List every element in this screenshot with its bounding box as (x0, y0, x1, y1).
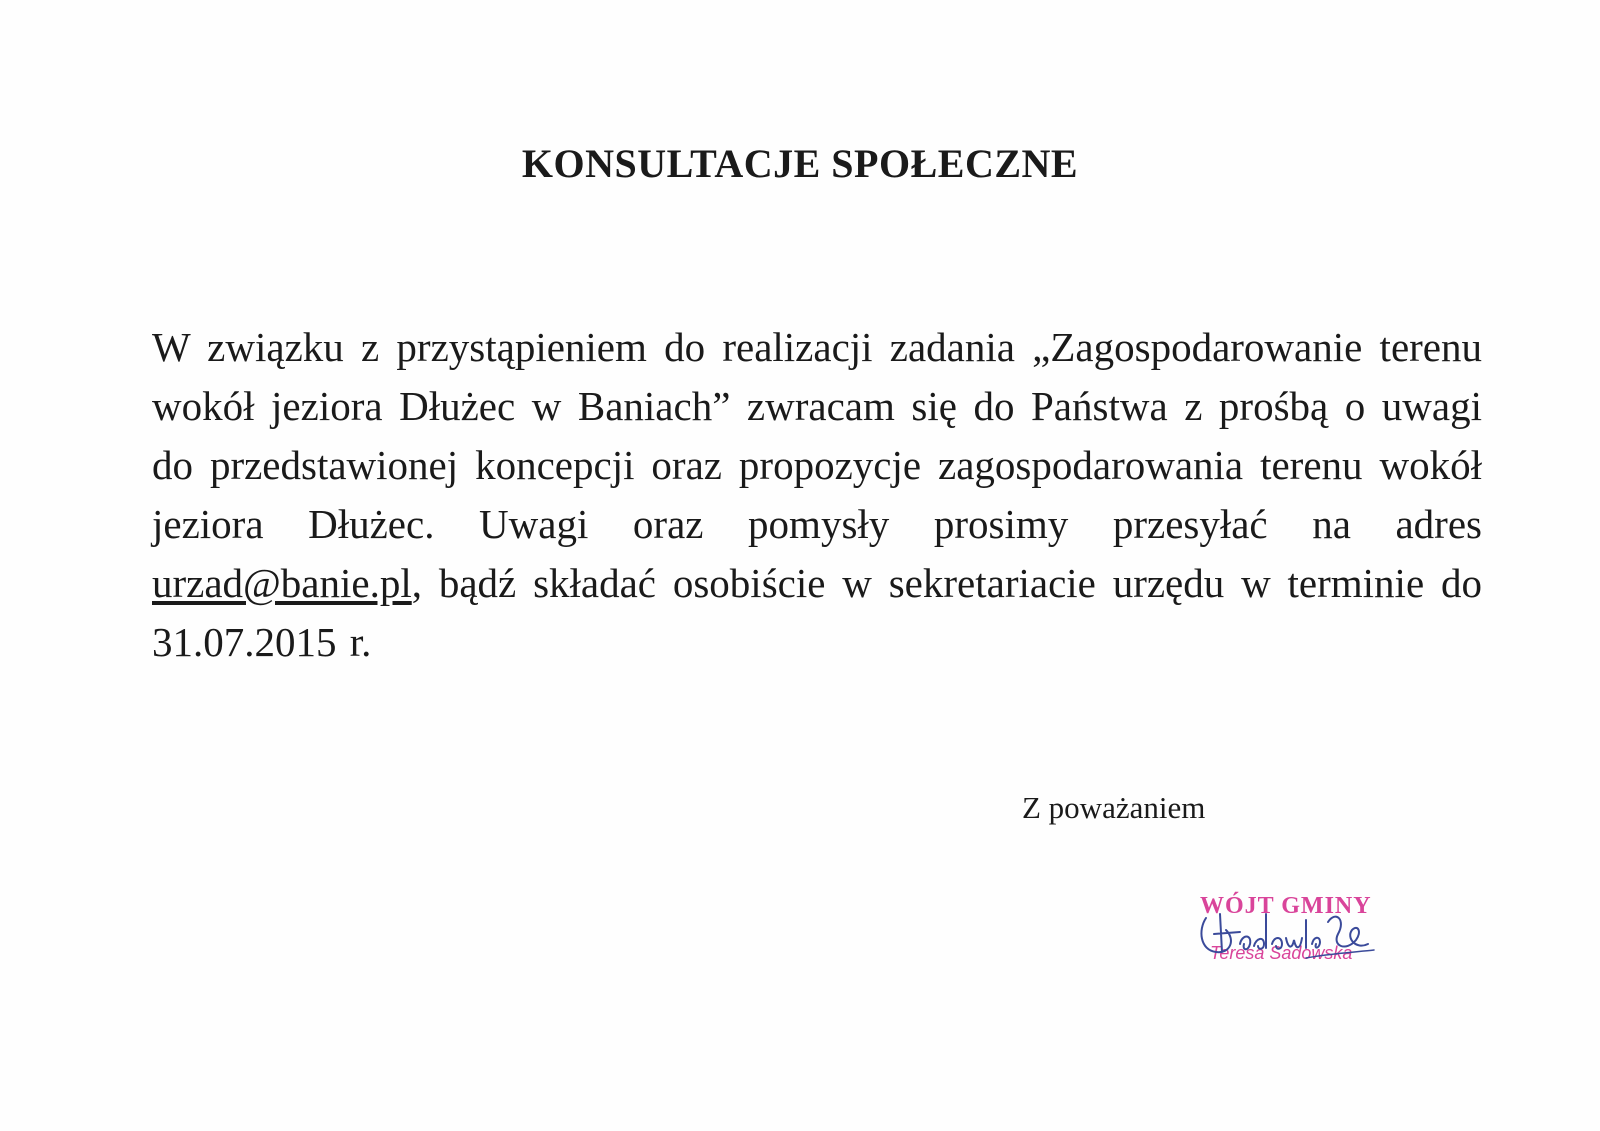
body-paragraph (152, 318, 1482, 672)
paragraph-text-before-email: W związku z przystąpieniem do realizacji zadania „Zagospodarowanie terenu wokół jeziora Dłużec w Baniach” zwracam się do Państwa z prośbą o uwagi do przedstawionej koncepcji oraz propozycje zagospodarowania terenu wokół jeziora Dłużec. Uwagi oraz pomysły prosimy przesyłać na adres (152, 324, 1482, 547)
handwritten-signature (1196, 900, 1396, 970)
document-title: KONSULTACJE SPOŁECZNE (521, 141, 1079, 186)
stamp-name: Teresa Sadowska (1210, 943, 1353, 963)
stamp-title: WÓJT GMINY (1200, 893, 1372, 919)
paragraph-text-after-email: , bądź składać osobiście w sekretariacie urzędu w terminie do 31.07.2015 r. (152, 560, 1482, 665)
closing-salutation: Z poważaniem (1022, 790, 1206, 825)
email-address: urzad@banie.pl (152, 560, 412, 606)
